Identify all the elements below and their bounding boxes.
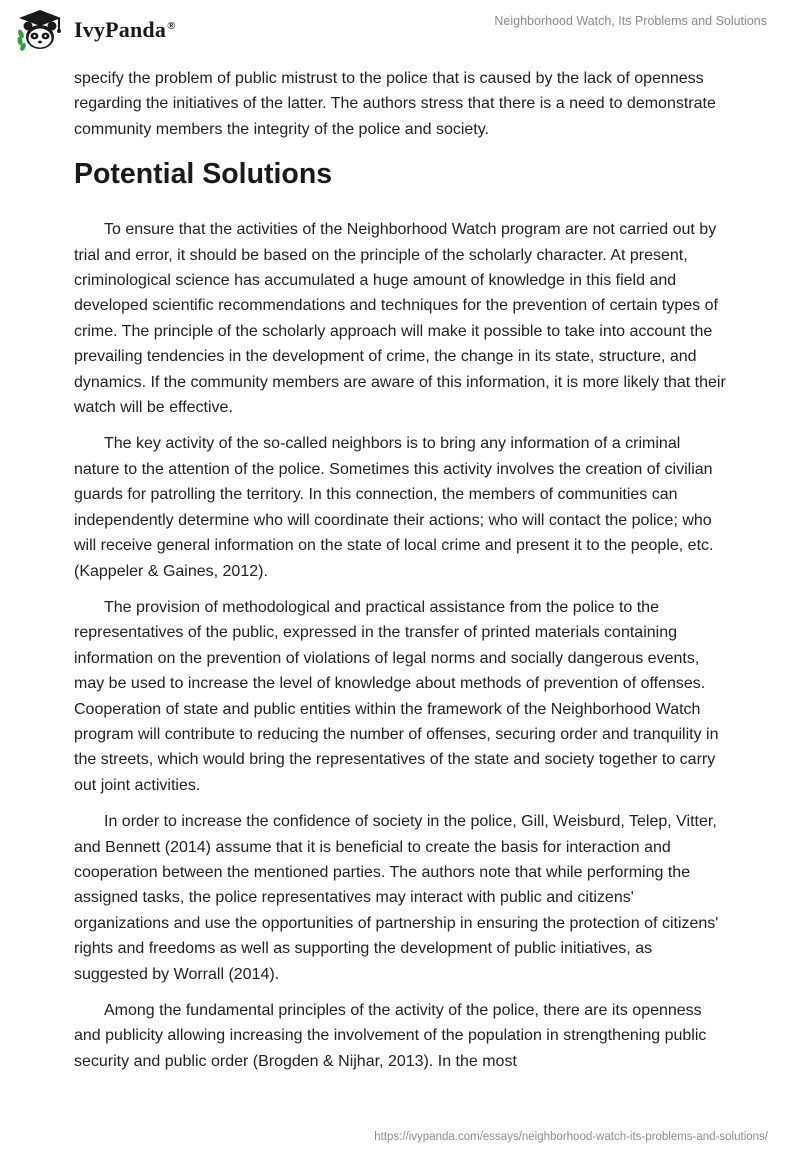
paragraph: Among the fundamental principles of the activity of the police, there are its openness and publicity allowing increasing the involvement of the population in strengthening public security and public order (Brogden & Nijhar, 2013). In the most	[74, 1002, 707, 1070]
source-url[interactable]: https://ivypanda.com/essays/neighborhood-watch-its-problems-and-solutions/	[374, 1131, 768, 1143]
page-header	[0, 0, 800, 60]
ivypanda-logo[interactable]	[14, 8, 176, 52]
section-heading: Potential Solutions	[74, 158, 333, 191]
logo-wordmark: IvyPanda®	[74, 17, 176, 42]
paragraph: In order to increase the confidence of society in the police, Gill, Weisburd, Telep, Vitter, and Bennett (2014) assume that it is beneficial to create the basis for interaction and cooperation between the mentioned parties. The authors note that while performing the assigned tasks, the police representatives may interact with public and citizens' organizations and use the opportunities of partnership in ensuring the protection of citizens' rights and freedoms as well as supporting the development of public initiatives, as suggested by Worrall (2014).	[74, 813, 719, 983]
paragraph: To ensure that the activities of the Neighborhood Watch program are not carried out by trial and error, it should be based on the principle of the scholarly character. At present, criminological science has accumulated a huge amount of knowledge in this field and developed scientific recommendations and techniques for the prevention of certain types of crime. The principle of the scholarly approach will make it possible to take into account the prevailing tendencies in the development of crime, the change in its state, structure, and dynamics. If the community members are aware of this information, it is more likely that their watch will be effective.	[74, 221, 726, 417]
paragraph: The provision of methodological and practical assistance from the police to the representatives of the public, expressed in the transfer of printed materials containing information on the prevention of violations of legal norms and socially dangerous events, may be used to increase the level of knowledge about methods of prevention of offenses. Cooperation of state and public entities within the framework of the Neighborhood Watch program will contribute to reducing the number of offenses, securing order and tranquility in the streets, which would bring the representatives of the state and society together to carry out joint activities.	[74, 598, 719, 794]
document-title: Neighborhood Watch, Its Problems and Solutions	[494, 14, 767, 28]
intro-paragraph: specify the problem of public mistrust to the police that is caused by the lack of openness regarding the initiatives of the latter. The authors stress that there is a need to demonstrate community members the integrity of the police and society.	[74, 70, 716, 138]
essay-body	[74, 66, 729, 1085]
paragraph: The key activity of the so-called neighbors is to bring any information of a criminal nature to the attention of the police. Sometimes this activity involves the creation of civilian guards for patrolling the territory. In this connection, the members of communities can independently determine who will coordinate their actions; who will contact the police; who will receive general information on the state of local crime and present it to the people, etc. (Kappeler & Gaines, 2012).	[74, 435, 714, 580]
panda-graduate-icon	[14, 8, 66, 52]
